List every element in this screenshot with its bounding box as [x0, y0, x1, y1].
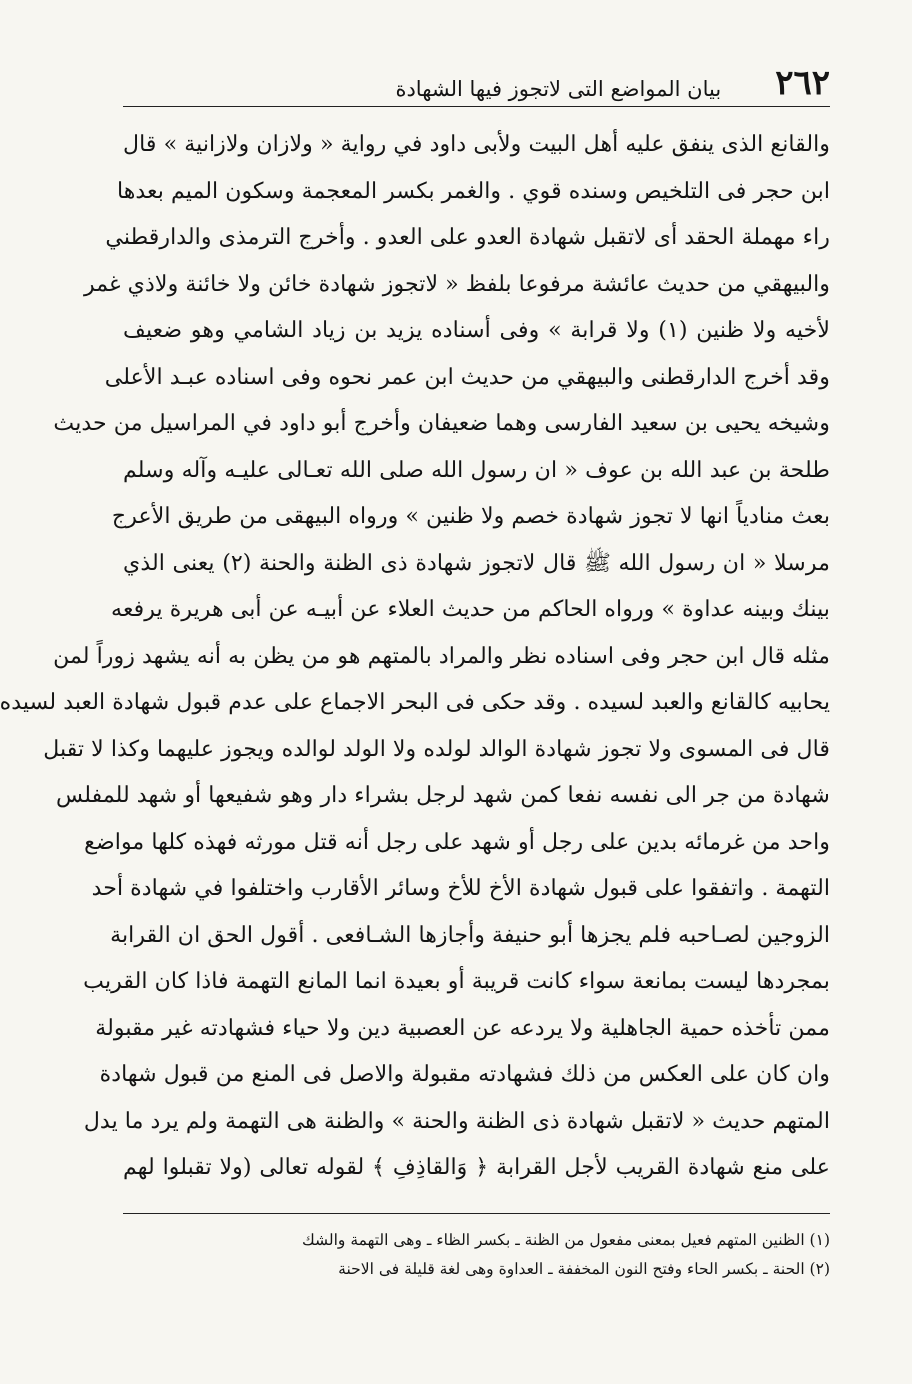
- body-line: المتهم حديث « لاتقبل شهادة ذى الظنة والحنة » والظنة هى التهمة ولم يرد ما يدل: [83, 1107, 830, 1134]
- body-line: الزوجين لصـاحبه فلم يجزها أبو حنيفة وأجازها الشـافعى . أقول الحق ان القرابة: [110, 921, 830, 948]
- footnote-2: (٢) الحنة ـ بكسر الحاء وفتح النون المخففة ـ العداوة وهى لغة قليلة فى الاحنة: [338, 1259, 830, 1278]
- body-line: وقد أخرج الدارقطنى والبيهقي من حديث ابن عمر نحوه وفى اسناده عبـد الأعلى: [104, 363, 830, 390]
- body-line: بمجردها ليست بمانعة سواء كانت قريبة أو بعيدة انما المانع التهمة فاذا كان القريب: [83, 968, 830, 994]
- body-line: وشيخه يحيى بن سعيد الفارسى وهما ضعيفان وأخرج أبو داود في المراسيل من حديث: [53, 410, 830, 436]
- page-number: ٢٦٢: [775, 63, 830, 103]
- body-line: شهادة من جر الى نفسه نفعا كمن شهد لرجل بشراء دار وهو شفيعها أو شهد للمفلس: [55, 782, 830, 808]
- body-line: واحد من غرمائه بدين على رجل أو شهد على رجل أنه قتل مورثه فهذه كلها مواضع: [84, 828, 830, 855]
- body-line: والقانع الذى ينفق عليه أهل البيت ولأبى داود في رواية « ولازان ولازانية » قال: [123, 131, 830, 157]
- body-line: بينك وبينه عداوة » ورواه الحاكم من حديث العلاء عن أبيـه عن أبى هريرة يرفعه: [111, 596, 830, 622]
- footnote-divider: [123, 1213, 830, 1214]
- body-line: ممن تأخذه حمية الجاهلية ولا يردعه عن العصبية دين ولا حياء فشهادته غير مقبولة: [95, 1014, 830, 1041]
- body-line: راء مهملة الحقد أى لاتقبل شهادة العدو على العدو . وأخرج الترمذى والدارقطني: [105, 224, 830, 250]
- body-line: والبيهقي من حديث عائشة مرفوعا بلفظ « لاتجوز شهادة خائن ولا خائنة ولاذي غمر: [83, 270, 830, 297]
- body-line: لأخيه ولا ظنين (١) ولا قرابة » وفى أسناده يزيد بن زياد الشامي وهو ضعيف: [123, 317, 830, 343]
- footnote-1: (١) الظنين المتهم فعيل بمعنى مفعول من الظنة ـ بكسر الظاء ـ وهى التهمة والشك: [301, 1230, 830, 1249]
- footnotes: [123, 1226, 830, 1284]
- body-line: على منع شهادة القريب لأجل القرابة ﴿ وَالقاذِفِ ﴾ لقوله تعالى (ولا تقبلوا لهم: [123, 1154, 830, 1180]
- body-line: وان كان على العكس من ذلك فشهادته مقبولة والاصل فى المنع من قبول شهادة: [99, 1061, 830, 1087]
- body-text: [0, 121, 830, 1191]
- body-line: طلحة بن عبد الله بن عوف « ان رسول الله صلى الله تعـالى عليـه وآله وسلم: [123, 456, 830, 483]
- body-line: قال فى المسوى ولا تجوز شهادة الوالد لولده ولا الولد لوالده ويجوز عليهما وكذا لا تقبل: [43, 735, 830, 762]
- body-line: مثله قال ابن حجر وفى اسناده نظر والمراد بالمتهم هو من يظن به أنه يشهد زوراً لمن: [53, 642, 830, 669]
- body-line: يحابيه كالقانع والعبد لسيده . وقد حكى فى البحر الاجماع على عدم قبول شهادة العبد لسيده: [0, 689, 830, 715]
- body-line: ابن حجر فى التلخيص وسنده قوي . والغمر بكسر المعجمة وسكون الميم بعدها: [116, 177, 830, 204]
- page-header: [123, 52, 830, 107]
- body-line: مرسلا « ان رسول الله ﷺ قال لاتجوز شهادة ذى الظنة والحنة (٢) يعنى الذي: [123, 549, 830, 576]
- running-title: بيان المواضع التى لاتجوز فيها الشهادة: [395, 77, 722, 101]
- body-line: التهمة . واتفقوا على قبول شهادة الأخ للأخ وسائر الأقارب واختلفوا في شهادة أحد: [91, 875, 830, 901]
- body-line: بعث منادياً انها لا تجوز شهادة خصم ولا ظنين » ورواه البيهقى من طريق الأعرج: [111, 503, 830, 529]
